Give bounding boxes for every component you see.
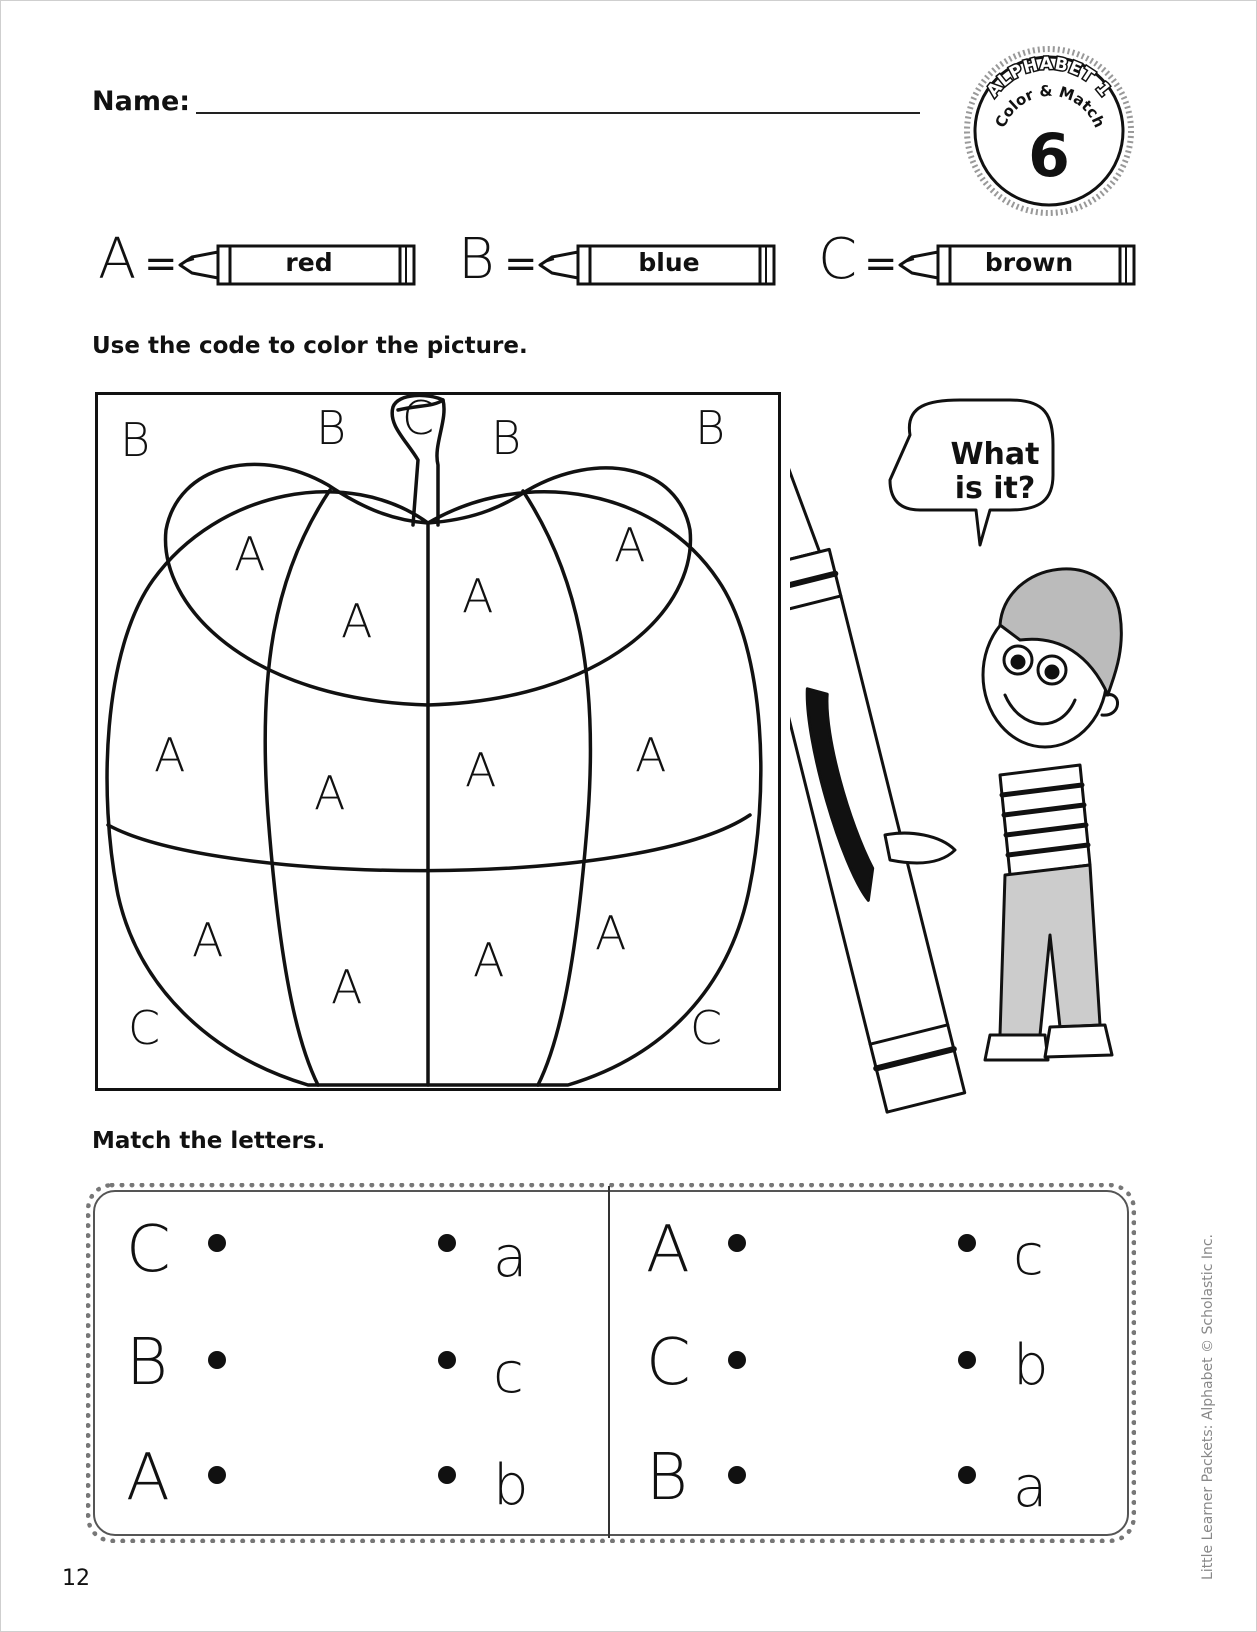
color-instruction: Use the code to color the picture. — [92, 333, 528, 359]
match-dot[interactable] — [438, 1466, 456, 1484]
badge-subtitle: Color & Match — [991, 81, 1109, 131]
match-uppercase: C — [126, 1213, 171, 1287]
speech-line-1: What — [950, 437, 1040, 472]
picture-letter: A — [341, 594, 373, 648]
apple-outline — [98, 391, 778, 1088]
crayon-label-red: red — [285, 248, 333, 277]
match-dot[interactable] — [728, 1466, 746, 1484]
match-instruction: Match the letters. — [92, 1128, 326, 1154]
speech-bubble-text — [932, 438, 1058, 506]
name-line[interactable] — [196, 112, 920, 114]
activity-badge — [962, 44, 1136, 218]
badge-number: 6 — [1028, 121, 1070, 191]
picture-letter: A — [465, 743, 497, 797]
match-lowercase: b — [1013, 1333, 1049, 1398]
key-letter: C — [818, 227, 858, 292]
picture-letter: A — [635, 728, 667, 782]
match-uppercase: C — [646, 1326, 691, 1400]
picture-letter: A — [462, 569, 494, 623]
match-dot[interactable] — [958, 1234, 976, 1252]
copyright-notice: Little Learner Packets: Alphabet © Scholastic Inc. — [1200, 1234, 1216, 1580]
match-lowercase: a — [1013, 1455, 1048, 1520]
key-letter: A — [98, 227, 137, 292]
match-uppercase: A — [646, 1213, 690, 1287]
crayon-label-blue: blue — [638, 248, 700, 277]
match-dot[interactable] — [208, 1351, 226, 1369]
match-dot[interactable] — [728, 1234, 746, 1252]
picture-letter: B — [491, 411, 522, 465]
picture-letter: C — [128, 1001, 161, 1055]
page-number: 12 — [62, 1566, 90, 1591]
picture-letter: A — [473, 933, 505, 987]
key-equals: = — [144, 241, 178, 287]
picture-letter: B — [316, 401, 347, 455]
matching-divider — [608, 1186, 610, 1538]
match-dot[interactable] — [208, 1234, 226, 1252]
picture-letter: C — [690, 1001, 723, 1055]
match-dot[interactable] — [438, 1234, 456, 1252]
match-dot[interactable] — [958, 1466, 976, 1484]
picture-letter: A — [154, 728, 186, 782]
picture-letter: A — [234, 527, 266, 581]
match-dot[interactable] — [958, 1351, 976, 1369]
picture-letter: A — [595, 906, 627, 960]
picture-letter: A — [614, 518, 646, 572]
match-dot[interactable] — [438, 1351, 456, 1369]
key-equals: = — [864, 241, 898, 287]
name-label: Name: — [92, 86, 191, 117]
picture-letter: A — [314, 766, 346, 820]
picture-letter: A — [192, 913, 224, 967]
key-equals: = — [504, 241, 538, 287]
match-lowercase: c — [1013, 1223, 1044, 1288]
speech-line-2: is it? — [954, 471, 1036, 506]
picture-letter: C — [402, 391, 435, 445]
picture-letter: B — [120, 413, 151, 467]
match-uppercase: B — [126, 1326, 168, 1400]
picture-letter: B — [695, 401, 726, 455]
match-lowercase: c — [493, 1341, 524, 1406]
match-dot[interactable] — [208, 1466, 226, 1484]
matching-panel — [86, 1183, 1136, 1543]
match-lowercase: a — [493, 1225, 528, 1290]
crayon-label-brown: brown — [984, 248, 1074, 277]
match-uppercase: B — [646, 1441, 688, 1515]
picture-letter: A — [331, 960, 363, 1014]
match-lowercase: b — [493, 1453, 529, 1518]
key-letter: B — [458, 227, 495, 292]
match-uppercase: A — [126, 1441, 170, 1515]
match-dot[interactable] — [728, 1351, 746, 1369]
badge-series: ALPHABET 1 — [982, 53, 1116, 102]
apple-picture[interactable] — [95, 392, 781, 1091]
